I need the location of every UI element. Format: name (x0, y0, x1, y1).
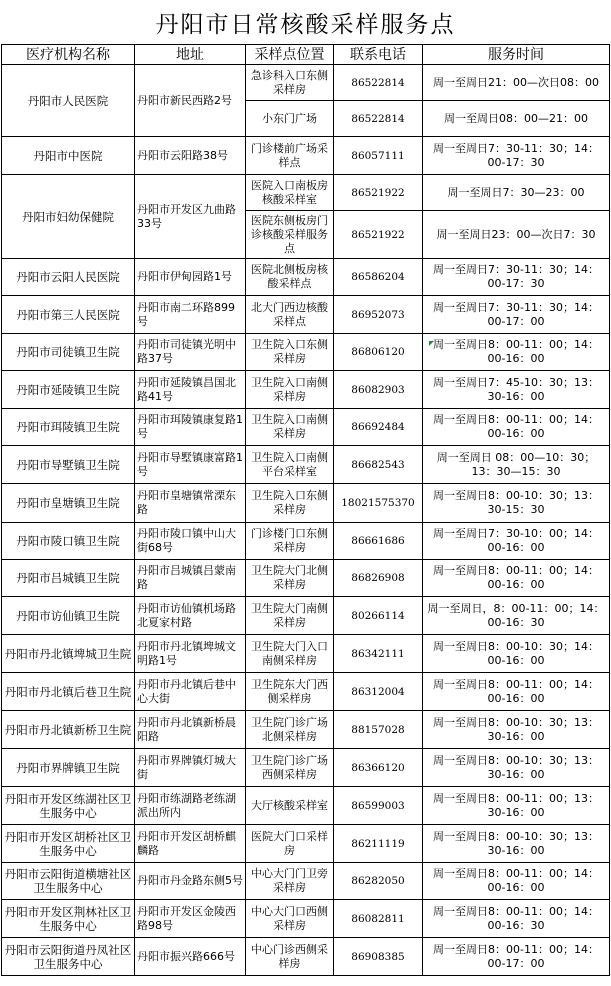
service-hours: 周一至周日7：30—23：00 (423, 175, 610, 211)
page-title: 丹阳市日常核酸采样服务点 (155, 11, 456, 38)
sampling-location: 医院大门口采样房 (246, 825, 334, 863)
table-row (2, 597, 610, 635)
institution-name: 丹阳市延陵镇卫生院 (2, 371, 135, 409)
address: 丹阳市伊甸园路1号 (135, 259, 246, 296)
address: 丹阳市丹北镇埤城文明路1号 (135, 635, 246, 673)
address: 丹阳市丹北镇后巷中心大街 (135, 673, 246, 711)
table-row (2, 484, 610, 523)
sampling-location: 中心大门口西侧采样房 (246, 900, 334, 938)
sampling-location: 医院入口南板房核酸采样室 (246, 175, 334, 211)
header-hours: 服务时间 (423, 45, 610, 65)
institution-name: 丹阳市云阳人民医院 (2, 259, 135, 296)
table-row (2, 938, 610, 976)
phone-number: 86826908 (334, 560, 423, 597)
table-row (2, 749, 610, 787)
address: 丹阳市珥陵镇康复路1号 (135, 409, 246, 446)
address: 丹阳市开发区九曲路33号 (135, 175, 246, 259)
sampling-location: 中心门诊西侧采样房 (246, 938, 334, 976)
address: 丹阳市延陵镇昌国北路41号 (135, 371, 246, 409)
table-row (2, 334, 610, 371)
header-phone: 联系电话 (334, 45, 423, 65)
table-header-row (2, 45, 610, 65)
table-row (2, 825, 610, 863)
institution-name: 丹阳市珥陵镇卫生院 (2, 409, 135, 446)
institution-name: 丹阳市丹北镇埤城卫生院 (2, 635, 135, 673)
sampling-location: 卫生院入口东侧采样房 (246, 334, 334, 371)
service-hours: 周一至周日8：00-10：30；13：30-15：30 (423, 484, 610, 523)
header-address: 地址 (135, 45, 246, 65)
address: 丹阳市开发区胡桥麒麟路 (135, 825, 246, 863)
institution-name: 丹阳市吕城镇卫生院 (2, 560, 135, 597)
institution-name: 丹阳市中医院 (2, 137, 135, 175)
service-hours: 周一至周日21：00—次日08：00 (423, 65, 610, 101)
service-hours: 周一至周日7：30-11：30；14：00-17：30 (423, 137, 610, 175)
sampling-location: 卫生院入口东侧采样房 (246, 484, 334, 523)
service-hours: 周一至周日23：00—次日7：30 (423, 211, 610, 259)
sampling-location: 医院北侧板房核酸采样点 (246, 259, 334, 296)
service-hours: 周一至周日8：00-11：00；14：00-16：30 (423, 900, 610, 938)
header-location: 采样点位置 (246, 45, 334, 65)
table-row (2, 137, 610, 175)
institution-name: 丹阳市司徒镇卫生院 (2, 334, 135, 371)
service-hours: 周一至周日8：00-10：30；14：00-16：00 (423, 635, 610, 673)
address: 丹阳市司徒镇光明中路37号 (135, 334, 246, 371)
phone-number: 86342111 (334, 635, 423, 673)
address: 丹阳市访仙镇机场路北夏家村路 (135, 597, 246, 635)
table-row (2, 175, 610, 211)
institution-name: 丹阳市皇塘镇卫生院 (2, 484, 135, 523)
phone-number: 18021575370 (334, 484, 423, 523)
service-hours: 周一至周日08：00—21：00 (423, 101, 610, 137)
institution-name: 丹阳市开发区练湖社区卫生服务中心 (2, 787, 135, 825)
phone-number: 86806120 (334, 334, 423, 371)
cell-comment-marker (429, 341, 434, 346)
sampling-location: 小东门广场 (246, 101, 334, 137)
institution-name: 丹阳市丹北镇新桥卫生院 (2, 711, 135, 749)
phone-number: 80266114 (334, 597, 423, 635)
phone-number: 86312004 (334, 673, 423, 711)
sampling-location: 卫生院门诊广场北侧采样房 (246, 711, 334, 749)
institution-name: 丹阳市界牌镇卫生院 (2, 749, 135, 787)
table-row (2, 259, 610, 296)
institution-name: 丹阳市开发区荆林社区卫生服务中心 (2, 900, 135, 938)
service-hours: 周一至周日8：00-10：30；13：30-16：00 (423, 711, 610, 749)
address: 丹阳市吕城镇吕蒙南路 (135, 560, 246, 597)
institution-name: 丹阳市访仙镇卫生院 (2, 597, 135, 635)
address: 丹阳市练湖路老练湖派出所内 (135, 787, 246, 825)
sampling-location: 卫生院门诊广场西侧采样房 (246, 749, 334, 787)
sampling-location: 北大门西边核酸采样点 (246, 296, 334, 334)
table-row (2, 296, 610, 334)
table-row (2, 560, 610, 597)
service-hours: 周一至周日8：00-11：00；14：00-16：00 (423, 409, 610, 446)
sampling-location: 卫生院入口南侧采样房 (246, 371, 334, 409)
phone-number: 86522814 (334, 65, 423, 101)
institution-name: 丹阳市人民医院 (2, 65, 135, 137)
sampling-location: 中心大门门卫旁采样房 (246, 863, 334, 900)
service-hours: 周一至周日7：30-11：30；14：00-17：00 (423, 296, 610, 334)
service-hours: 周一至周日7：30-10：00；14：00-16：00 (423, 523, 610, 560)
sampling-location: 卫生院大门入口南侧采样房 (246, 635, 334, 673)
table-row (2, 900, 610, 938)
phone-number: 86082903 (334, 371, 423, 409)
service-hours: 周一至周日8：00-11：00；14：00-16：00 (423, 673, 610, 711)
phone-number: 88157028 (334, 711, 423, 749)
phone-number: 86521922 (334, 175, 423, 211)
address: 丹阳市云阳路38号 (135, 137, 246, 175)
phone-number: 86521922 (334, 211, 423, 259)
service-hours: 周一至周日8：00-11：00；13：30-16：00 (423, 787, 610, 825)
address: 丹阳市开发区金陵西路98号 (135, 900, 246, 938)
service-hours: 周一至周日8：00-11：00；14：00-16：00 (423, 560, 610, 597)
service-hours: 周一至周日7：45-10：30；13：30-16：00 (423, 371, 610, 409)
sampling-location: 大厅核酸采样室 (246, 787, 334, 825)
service-hours: 周一至周日8：00-11：00；14：00-17：00 (423, 938, 610, 976)
service-hours: 周一至周日8：00-11：00；14：00-16：00 (423, 334, 610, 371)
table-row (2, 409, 610, 446)
sampling-location: 门诊楼门口东侧采样房 (246, 523, 334, 560)
phone-number: 86908385 (334, 938, 423, 976)
table-row (2, 635, 610, 673)
table-row (2, 711, 610, 749)
sampling-location: 卫生院东大门西侧采样房 (246, 673, 334, 711)
phone-number: 86082811 (334, 900, 423, 938)
address: 丹阳市振兴路666号 (135, 938, 246, 976)
sampling-sites-table (1, 44, 610, 976)
table-row (2, 371, 610, 409)
institution-name: 丹阳市云阳街道丹凤社区卫生服务中心 (2, 938, 135, 976)
institution-name: 丹阳市第三人民医院 (2, 296, 135, 334)
service-hours: 周一至周日8：00-11：00；14：00-16：00 (423, 863, 610, 900)
phone-number: 86522814 (334, 101, 423, 137)
table-row (2, 673, 610, 711)
sampling-location: 卫生院入口南侧采样房 (246, 409, 334, 446)
institution-name: 丹阳市丹北镇后巷卫生院 (2, 673, 135, 711)
phone-number: 86211119 (334, 825, 423, 863)
service-hours: 周一至周日7：30-11：30；14：00-17：30 (423, 259, 610, 296)
service-hours: 周一至周日 08：00—10：30；13：30—15：30 (423, 446, 610, 484)
header-institution: 医疗机构名称 (2, 45, 135, 65)
sampling-location: 卫生院入口南侧平台采样室 (246, 446, 334, 484)
address: 丹阳市皇塘镇常溧东路 (135, 484, 246, 523)
phone-number: 86282050 (334, 863, 423, 900)
phone-number: 86661686 (334, 523, 423, 560)
institution-name: 丹阳市开发区胡桥社区卫生服务中心 (2, 825, 135, 863)
address: 丹阳市界牌镇灯城大街 (135, 749, 246, 787)
table-row (2, 787, 610, 825)
table-row (2, 446, 610, 484)
phone-number: 86586204 (334, 259, 423, 296)
service-hours: 周一至周日8：00-10：30；13：30-16：00 (423, 825, 610, 863)
phone-number: 86682543 (334, 446, 423, 484)
phone-number: 86952073 (334, 296, 423, 334)
phone-number: 86599003 (334, 787, 423, 825)
institution-name: 丹阳市陵口镇卫生院 (2, 523, 135, 560)
service-hours: 周一至周日8：00-10：30；13：30-16：00 (423, 749, 610, 787)
table-row (2, 523, 610, 560)
sampling-location: 门诊楼前广场采样点 (246, 137, 334, 175)
institution-name: 丹阳市云阳街道横塘社区卫生服务中心 (2, 863, 135, 900)
institution-name: 丹阳市妇幼保健院 (2, 175, 135, 259)
address: 丹阳市南二环路899号 (135, 296, 246, 334)
table-row (2, 65, 610, 101)
address: 丹阳市丹北镇新桥晨阳路 (135, 711, 246, 749)
address: 丹阳市丹金路东侧5号 (135, 863, 246, 900)
phone-number: 86366120 (334, 749, 423, 787)
service-hours: 周一至周日，8：00-11：00；14：00-16：30 (423, 597, 610, 635)
table-row (2, 863, 610, 900)
sampling-location: 卫生院大门北侧采样房 (246, 560, 334, 597)
phone-number: 86057111 (334, 137, 423, 175)
sampling-location: 急诊科入口东侧采样房 (246, 65, 334, 101)
address: 丹阳市陵口镇中山大街68号 (135, 523, 246, 560)
sampling-location: 医院东侧板房门诊核酸采样服务点 (246, 211, 334, 259)
phone-number: 86692484 (334, 409, 423, 446)
sampling-location: 卫生院大门南侧采样房 (246, 597, 334, 635)
institution-name: 丹阳市导墅镇卫生院 (2, 446, 135, 484)
address: 丹阳市导墅镇康富路1号 (135, 446, 246, 484)
address: 丹阳市新民西路2号 (135, 65, 246, 137)
